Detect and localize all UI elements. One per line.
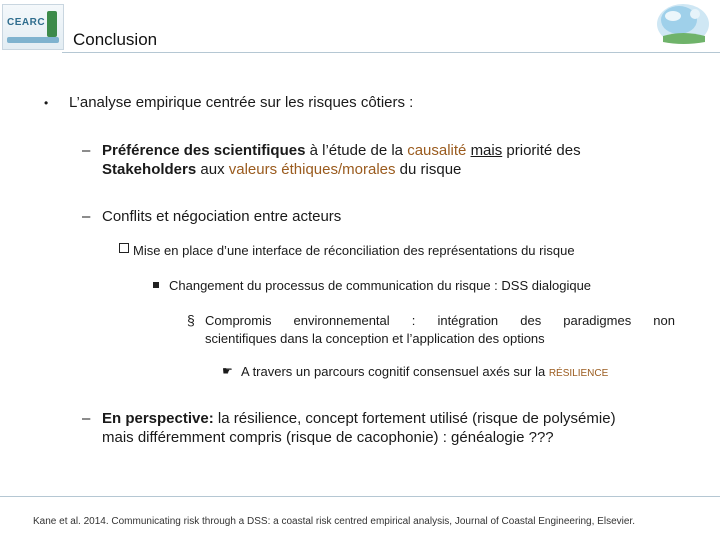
sub-bullet-1-line-2 <box>102 161 461 178</box>
logo-text: CEARC <box>7 17 46 28</box>
sub1-underline-e: mais <box>470 142 503 159</box>
checkbox-square-icon <box>119 243 129 253</box>
sub6-text: A travers un parcours cognitif consensuel axés sur la <box>241 364 549 379</box>
bullet-icon: • <box>44 96 49 110</box>
sub1-text-j: du risque <box>395 161 462 178</box>
sub7-text-b: la résilience, concept fortement utilisé (risque de polysémie) <box>213 410 616 427</box>
sub-bullet-1-line-1 <box>102 142 581 159</box>
cearc-logo <box>2 4 64 50</box>
sub7-bold-a: En perspective: <box>102 410 214 427</box>
sub1-bold-a: Préférence des scientifiques <box>102 142 306 159</box>
resilience-label: RÉSILIENCE <box>548 368 609 379</box>
sub-bullet-5-line-2: scientifiques dans la conception et l’application des options <box>205 331 545 346</box>
footer-divider <box>0 496 720 497</box>
sub1-text-f: priorité des <box>502 142 581 159</box>
pointing-hand-icon: ☛ <box>222 364 233 378</box>
sub-bullet-6 <box>241 364 608 379</box>
sub-bullet-3: Mise en place d’une interface de réconciliation des représentations du risque <box>133 243 575 258</box>
sub-bullet-4: Changement du processus de communication du risque : DSS dialogique <box>169 278 592 293</box>
sub-bullet-7-line-2: mais différemment compris (risque de cacophonie) : généalogie ??? <box>102 429 554 446</box>
section-sign-icon: § <box>187 312 195 328</box>
sub-bullet-7-line-1 <box>102 410 616 427</box>
sub1-accent-c: causalité <box>407 142 467 159</box>
globe-logo-icon <box>643 0 713 50</box>
main-bullet-text: L’analyse empirique centrée sur les risques côtiers : <box>69 94 414 111</box>
sub-bullet-5-line-1: Compromis environnemental : intégration des paradigmes non <box>205 313 675 328</box>
logo-band-icon <box>7 37 59 43</box>
sub1-text-b: à l’étude de la <box>305 142 408 159</box>
footer-citation: Kane et al. 2014. Communicating risk through a DSS: a coastal risk centred empirical analysis, Journal of Coastal Engineering, Elsevier. <box>33 516 635 527</box>
logo-mark-icon <box>47 11 57 37</box>
header-divider <box>62 52 720 53</box>
dash-icon: – <box>82 410 91 427</box>
sub-bullet-2: Conflits et négociation entre acteurs <box>102 208 342 225</box>
sub1-bold-g: Stakeholders <box>102 161 197 178</box>
dash-icon: – <box>82 208 91 225</box>
sub1-accent-i: valeurs éthiques/morales <box>228 161 396 178</box>
slide-title: Conclusion <box>73 30 158 49</box>
dash-icon: – <box>82 142 91 159</box>
sub1-text-h: aux <box>196 161 229 178</box>
square-bullet-icon <box>153 282 159 288</box>
